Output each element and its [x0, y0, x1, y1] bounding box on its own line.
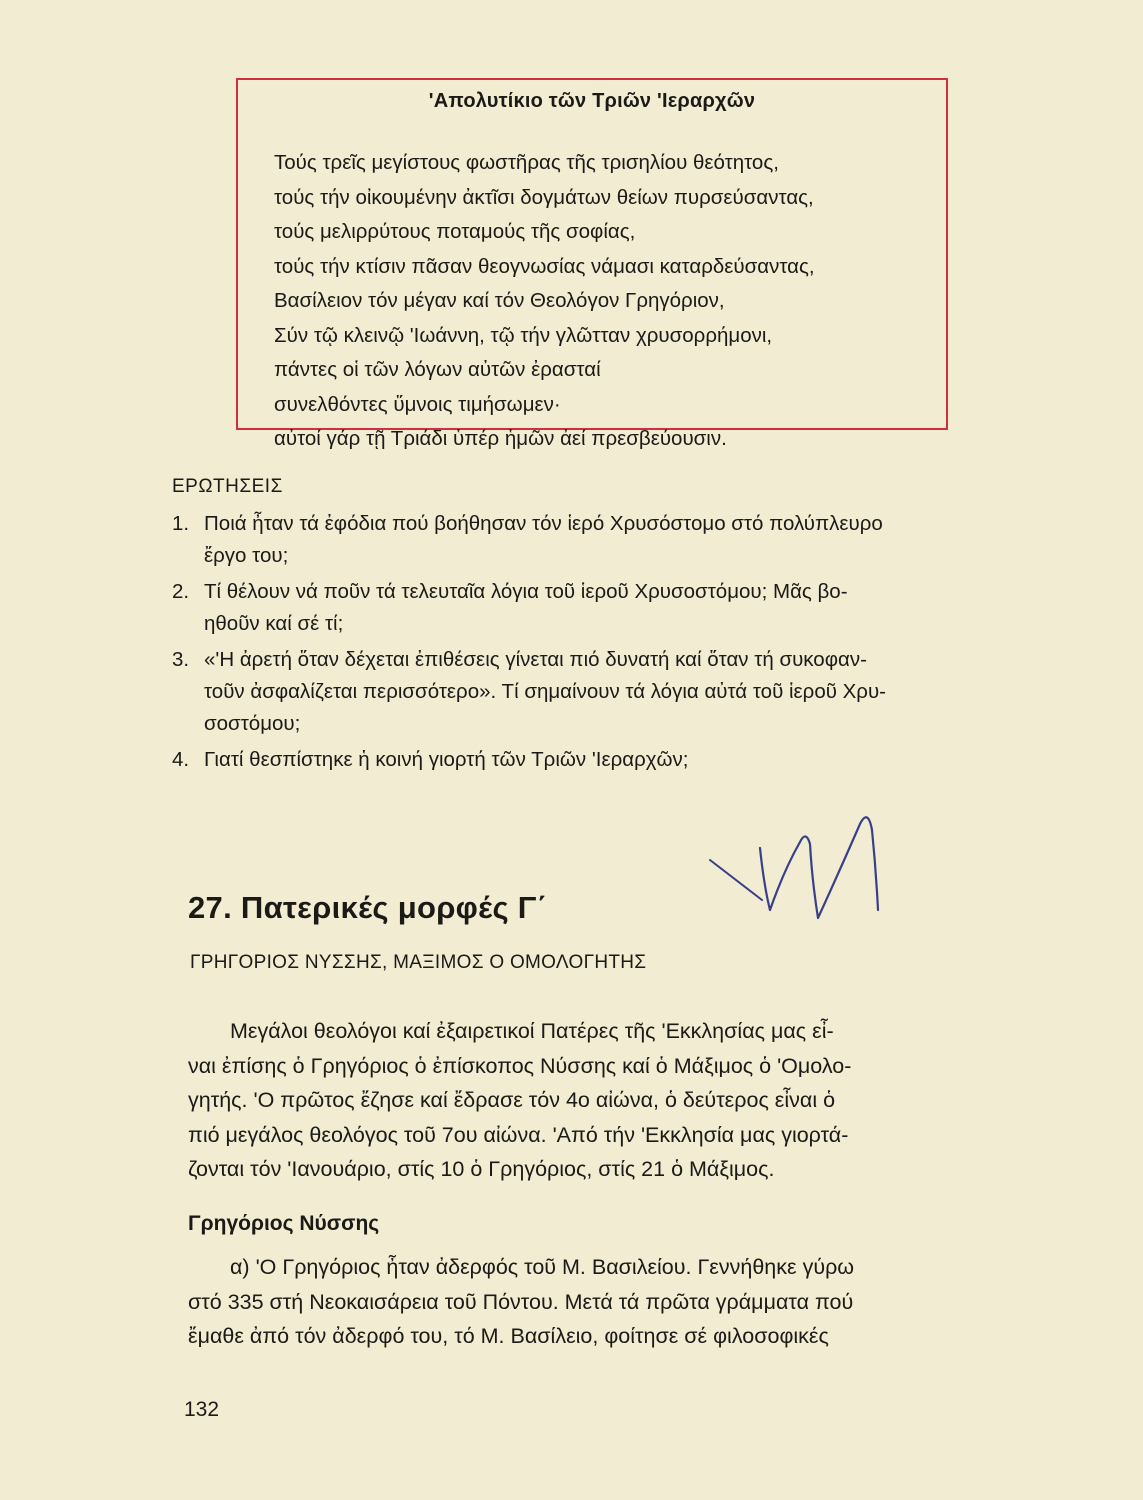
hymn-title: 'Απολυτίκιο τῶν Τριῶν 'Ιεραρχῶν	[428, 90, 756, 112]
hymn-line: συνελθόντες ὕμνοις τιμήσωμεν·	[274, 392, 561, 416]
section-title: 27. Πατερικές μορφές Γ΄	[188, 890, 548, 925]
questions-heading: ΕΡΩΤΗΣΕΙΣ	[172, 476, 283, 497]
questions-list	[172, 508, 1042, 780]
question-item	[172, 744, 1042, 776]
paragraph-line: Μεγάλοι θεολόγοι καί ἐξαιρετικοί Πατέρες τῆς 'Εκκλησίας μας εἶ-	[230, 1019, 834, 1043]
question-number: 3.	[172, 648, 190, 671]
paragraph-line: α) 'Ο Γρηγόριος ἦταν ἀδερφός τοῦ Μ. Βασιλείου. Γεννήθηκε γύρω	[230, 1255, 855, 1279]
question-line: ηθοῦν καί σέ τί;	[204, 612, 344, 635]
question-line: ἔργο του;	[204, 544, 289, 567]
question-item	[172, 508, 1042, 572]
paragraph-line: ναι ἐπίσης ὁ Γρηγόριος ὁ ἐπίσκοπος Νύσσης καί ὁ Μάξιμος ὁ 'Ομολο-	[188, 1053, 852, 1078]
question-line: τοῦν ἀσφαλίζεται περισσότερο». Τί σημαίνουν τά λόγια αὐτά τοῦ ἱεροῦ Χρυ-	[204, 680, 887, 703]
hymn-text	[274, 146, 944, 457]
question-line: Τί θέλουν νά ποῦν τά τελευταῖα λόγια τοῦ ἱεροῦ Χρυσοστόμου; Μᾶς βο-	[204, 580, 848, 603]
question-item	[172, 644, 1042, 740]
paragraph-line: στό 335 στή Νεοκαισάρεια τοῦ Πόντου. Μετά τά πρῶτα γράμματα πού	[188, 1289, 854, 1314]
hymn-line: πάντες οἱ τῶν λόγων αὐτῶν ἐρασταί	[274, 358, 601, 381]
question-line: «'Η ἀρετή ὅταν δέχεται ἐπιθέσεις γίνεται πιό δυνατή καί ὅταν τή συκοφαν-	[204, 648, 867, 671]
question-number: 2.	[172, 580, 190, 603]
sub-heading: Γρηγόριος Νύσσης	[188, 1212, 380, 1235]
paragraph-line: πιό μεγάλος θεολόγος τοῦ 7ου αἰώνα. 'Από τήν 'Εκκλησία μας γιορτά-	[188, 1122, 849, 1147]
hymn-box	[236, 78, 948, 450]
handwritten-signature	[700, 800, 960, 930]
question-line: σοστόμου;	[204, 712, 301, 735]
intro-paragraph	[188, 1014, 1050, 1187]
hymn-line: Σύν τῷ κλεινῷ 'Ιωάννη, τῷ τήν γλῶτταν χρυσορρήμονι,	[274, 323, 773, 347]
section-subtitle: ΓΡΗΓΟΡΙΟΣ ΝΥΣΣΗΣ, ΜΑΞΙΜΟΣ Ο ΟΜΟΛΟΓΗΤΗΣ	[190, 952, 647, 973]
page-number: 132	[184, 1398, 220, 1421]
hymn-line: τούς τήν κτίσιν πᾶσαν θεογνωσίας νάμασι καταρδεύσαντας,	[274, 254, 815, 278]
body-paragraph	[188, 1250, 1050, 1354]
hymn-line: τούς μελιρρύτους ποταμούς τῆς σοφίας,	[274, 220, 636, 243]
hymn-line: τούς τήν οἰκουμένην ἀκτῖσι δογμάτων θείων πυρσεύσαντας,	[274, 185, 814, 209]
question-number: 4.	[172, 748, 190, 771]
paragraph-line: ἔμαθε ἀπό τόν ἀδερφό του, τό Μ. Βασίλειο, φοίτησε σέ φιλοσοφικές	[188, 1324, 829, 1348]
paragraph-line: ζονται τόν 'Ιανουάριο, στίς 10 ὁ Γρηγόριος, στίς 21 ὁ Μάξιμος.	[188, 1157, 775, 1181]
question-line: Ποιά ἦταν τά ἐφόδια πού βοήθησαν τόν ἱερό Χρυσόστομο στό πολύπλευρο	[204, 512, 883, 535]
question-line: Γιατί θεσπίστηκε ἡ κοινή γιορτή τῶν Τριῶν 'Ιεραρχῶν;	[204, 748, 689, 771]
question-number: 1.	[172, 512, 190, 535]
hymn-line: Τούς τρεῖς μεγίστους φωστῆρας τῆς τρισηλίου θεότητος,	[274, 151, 779, 174]
paragraph-line: γητής. 'Ο πρῶτος ἔζησε καί ἔδρασε τόν 4ο αἰώνα, ὁ δεύτερος εἶναι ὁ	[188, 1088, 836, 1112]
hymn-line: Βασίλειον τόν μέγαν καί τόν Θεολόγον Γρηγόριον,	[274, 289, 725, 312]
question-item	[172, 576, 1042, 640]
hymn-line: αὐτοί γάρ τῇ Τριάδι ὑπέρ ἡμῶν ἀεί πρεσβεύουσιν.	[274, 427, 727, 450]
